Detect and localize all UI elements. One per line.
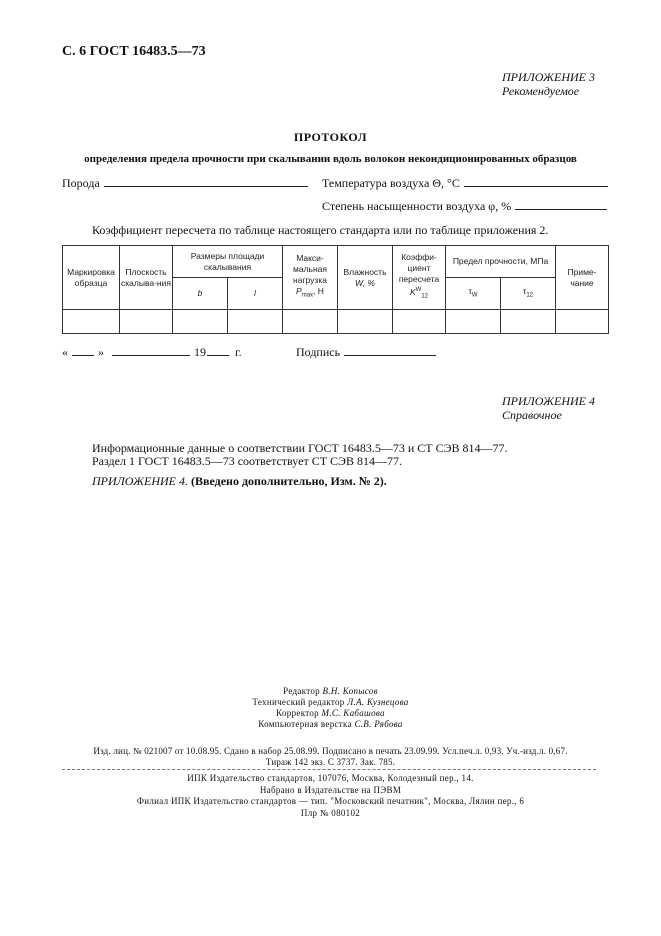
amendment-note-text: (Введено дополнительно, Изм. № 2). [190,474,387,488]
col-tau-w-sub: W [471,292,478,299]
protocol-subtitle: определения предела прочности при скалывании вдоль волокон некондиционированных образцов [84,153,577,165]
temperature-field [322,176,608,191]
col-coefficient-label: Коэффи-циент пересчета [398,252,440,285]
credit-editor [0,686,661,697]
signature-field [296,345,436,360]
humidity-field [322,199,607,214]
info-block [92,442,508,468]
year-prefix: 19 [194,345,206,359]
col-moisture-label: Влажность [343,266,387,277]
printing-line-1: ИПК Издательство стандартов, 107076, Москва, Колодезный пер., 14. [187,773,474,783]
quote-open: « [62,345,68,359]
col-strength: Предел прочности, МПа [446,246,556,278]
col-area-l: l [254,288,256,298]
breed-label: Порода [62,176,100,190]
col-plane: Плоскость скалыва-ния [120,246,173,310]
col-load [283,246,338,310]
signature-label: Подпись [296,345,341,359]
credit-corrector-role: Корректор [276,708,319,718]
col-tau-12 [501,278,556,310]
page-header: С. 6 ГОСТ 16483.5—73 [62,44,206,59]
appendix-4-title: ПРИЛОЖЕНИЕ 4 [502,394,595,408]
breed-field [62,176,308,191]
credit-editor-name: В.Н. Копысов [322,686,378,696]
col-area-b: b [197,288,203,298]
protocol-title: ПРОТОКОЛ [293,130,368,144]
credit-tech-editor [0,697,661,708]
printing-info [0,773,661,819]
appendix-3-label [502,70,595,98]
col-marking: Маркировка образца [63,246,120,310]
credit-editor-role: Редактор [283,686,320,696]
temperature-blank [464,185,608,187]
amendment-note [92,474,387,489]
col-load-symbol: P [296,286,302,297]
month-blank [112,354,190,356]
humidity-blank [515,208,607,210]
year-suffix: г. [235,345,242,359]
credit-corrector-name: М.С. Кабашова [321,708,385,718]
col-coefficient-sub: 12 [421,293,429,300]
printing-line-2: Набрано в Издательстве на ПЭВМ [259,784,402,795]
appendix-4-label [502,394,595,422]
col-coefficient [393,246,446,310]
day-blank [72,354,94,356]
printing-line-4: Плр № 080102 [300,807,361,818]
col-tau-w-symbol: τ [468,285,472,296]
print-run-info: Тираж 142 экз. С 3737. Зак. 785. [265,757,396,767]
info-line-1: Информационные данные о соответствии ГОСТ 16483.5—73 и СТ СЭВ 814—77. [92,441,508,455]
amendment-note-label: ПРИЛОЖЕНИЕ 4. [92,474,188,488]
credit-corrector [0,708,661,719]
table-empty-row [63,310,609,334]
footer-divider [62,769,596,770]
col-load-subscript: max [301,292,314,299]
col-moisture-symbol: W, % [355,277,375,288]
coefficient-text: Коэффициент пересчета по таблице настоящего стандарта или по таблице приложения 2. [92,223,549,237]
temperature-label: Температура воздуха Θ, °С [322,176,460,190]
credit-layout-name: С.В. Рябова [354,719,403,729]
protocol-table [62,245,609,334]
publication-info: Изд. лиц. № 021007 от 10.08.95. Сдано в набор 25.08.99. Подписано в печать 23.09.99. Усл.печ.л. 0,93. Уч.-изд.л. 0,67. [93,746,568,756]
appendix-3-title: ПРИЛОЖЕНИЕ 3 [502,70,595,84]
col-load-unit: , Н [313,286,324,297]
appendix-3-status: Рекомендуемое [502,84,580,98]
signature-blank [344,354,436,356]
col-tau-12-sub: 12 [526,292,534,299]
col-note: Приме-чание [556,246,609,310]
printing-line-3: Филиал ИПК Издательство стандартов — тип. "Московский печатник", Москва, Лялин пер., 6 [136,796,525,806]
col-area: Размеры площади скалывания [173,246,283,278]
quote-close: » [98,345,104,359]
info-line-2: Раздел 1 ГОСТ 16483.5—73 соответствует СТ СЭВ 814—77. [92,454,402,468]
date-field [62,345,242,360]
col-tau-w [446,278,501,310]
col-moisture [338,246,393,310]
col-tau-12-symbol: τ [522,285,527,296]
col-coefficient-symbol: K [409,287,416,298]
credit-tech-editor-name: Л.А. Кузнецова [347,697,409,707]
col-load-label: Макси-мальная нагрузка [293,253,327,286]
credit-layout-role: Компьютерная верстка [258,719,352,729]
year-blank [207,354,229,356]
humidity-label: Степень насыщенности воздуха φ, % [322,199,512,213]
appendix-4-status: Справочное [502,408,562,422]
credit-tech-editor-role: Технический редактор [252,697,345,707]
breed-blank [104,185,308,187]
col-coefficient-sup: W [415,287,422,294]
credit-layout [0,719,661,730]
credits-block [0,686,661,730]
